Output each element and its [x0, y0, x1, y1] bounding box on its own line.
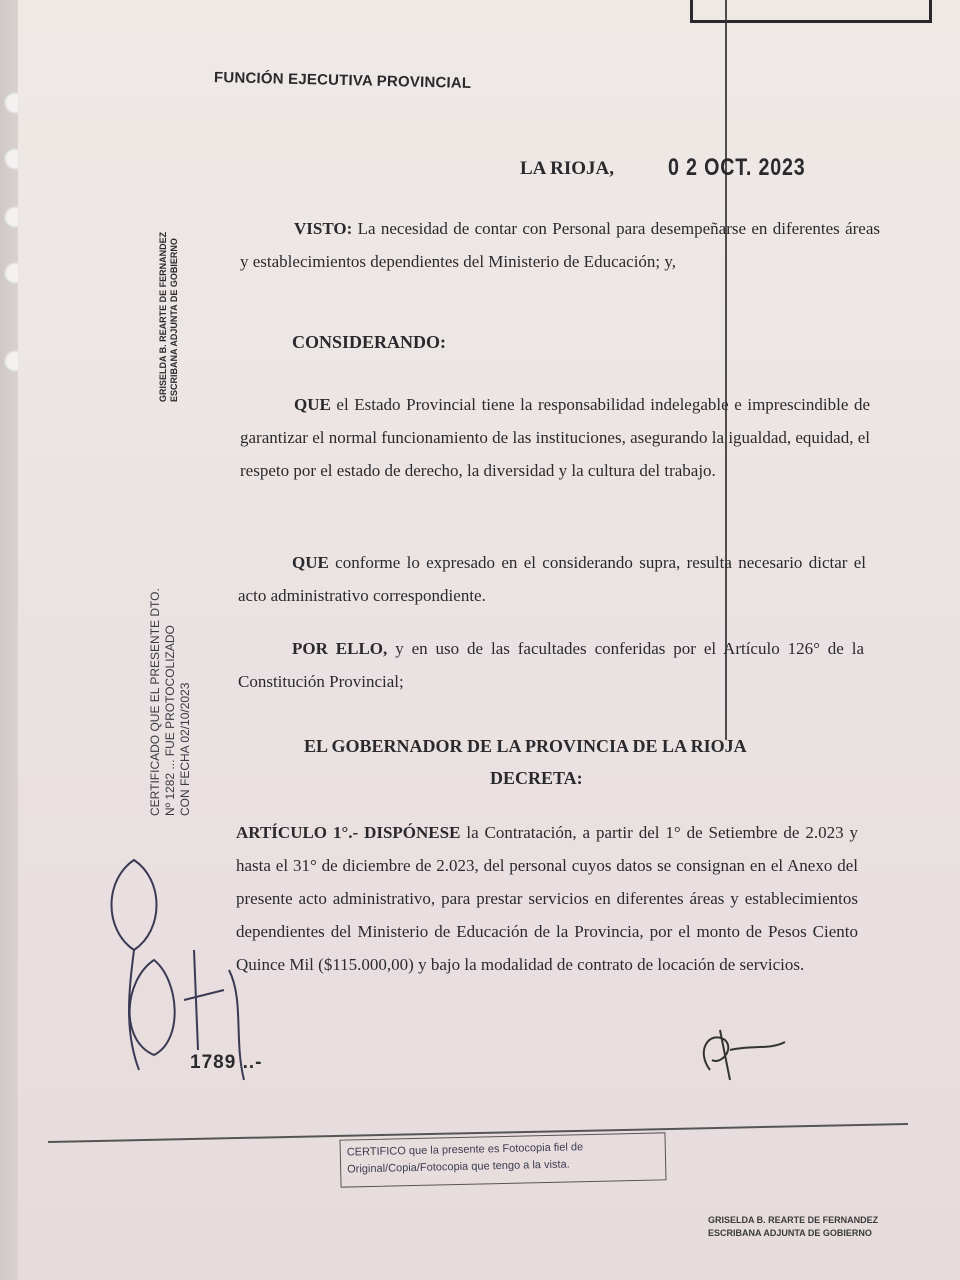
handwritten-initials-right	[690, 1020, 790, 1090]
visto-text: La necesidad de contar con Personal para desempeñarse en diferentes áreas y establecimientos dependientes del Ministerio de Educación; y,	[240, 219, 880, 271]
certification-stamp	[339, 1132, 666, 1187]
cert-line-1: CERTIFICO que la presente es Fotocopia fiel de	[346, 1141, 584, 1159]
side-cert-line-2: Nº 1282 ... FUE PROTOCOLIZADO	[163, 625, 177, 816]
dateline-place: LA RIOJA,	[520, 158, 614, 179]
side-notary-stamp	[158, 232, 180, 402]
notary-title: ESCRIBANA ADJUNTA DE GOBIERNO	[708, 1228, 872, 1238]
articulo-1-paragraph	[236, 816, 858, 981]
visto-paragraph	[240, 212, 880, 278]
por-ello-text: y en uso de las facultades conferidas por el Artículo 126° de la Constitución Provincial;	[238, 639, 865, 691]
articulo-1-lead: ARTÍCULO 1°.- DISPÓNESE	[236, 823, 461, 842]
por-ello-paragraph	[238, 632, 864, 698]
considerando-text-1: el Estado Provincial tiene la responsabilidad indelegable e imprescindible de garantizar el normal funcionamiento de las instituciones, asegurando la igualdad, equidad, el respeto por el estado de derecho, la diversidad y la cultura del trabajo.	[240, 395, 870, 480]
fold-line	[725, 0, 727, 740]
governor-heading: EL GOBERNADOR DE LA PROVINCIA DE LA RIOJA	[304, 736, 747, 756]
side-cert-line-1: CERTIFICADO QUE EL PRESENTE DTO.	[148, 588, 162, 816]
side-stamp-title: ESCRIBANA ADJUNTA DE GOBIERNO	[169, 238, 179, 402]
articulo-1-text: la Contratación, a partir del 1° de Setiembre de 2.023 y hasta el 31° de diciembre de 2.023, del personal cuyos datos se consignan en el Anexo del presente acto administrativo, para prestar servicios en diferentes áreas y establecimientos dependientes del Ministerio de Educación de la Provincia, por el monto de Pesos Ciento Quince Mil ($115.000,00) y bajo la modalidad de contrato de locación de servicios.	[236, 823, 859, 974]
notary-name: GRISELDA B. REARTE DE FERNANDEZ	[708, 1215, 879, 1225]
considerando-text-2: conforme lo expresado en el considerando supra, resulta necesario dictar el acto administrativo correspondiente.	[238, 553, 866, 605]
side-cert-line-3: CON FECHA 02/10/2023	[178, 682, 192, 816]
considerando-paragraph-2	[238, 546, 866, 612]
que-lead: QUE	[292, 553, 329, 572]
por-ello-lead: POR ELLO,	[292, 639, 388, 658]
considerando-paragraph-1	[240, 388, 870, 487]
document-page	[18, 0, 960, 1280]
side-certificate-stamp	[148, 588, 193, 816]
notary-signature-block	[708, 1214, 878, 1240]
side-stamp-name: GRISELDA B. REARTE DE FERNANDEZ	[158, 231, 168, 402]
visto-label: VISTO:	[294, 219, 353, 238]
page-number-value: 1789	[190, 1052, 237, 1073]
que-lead: QUE	[294, 395, 331, 414]
page-number-suffix: ..-	[242, 1052, 263, 1073]
page-number	[190, 1052, 262, 1074]
institution-header: FUNCIÓN EJECUTIVA PROVINCIAL	[213, 69, 472, 92]
dateline-date: 0 2 OCT. 2023	[668, 154, 806, 181]
considerando-heading: CONSIDERANDO:	[292, 332, 447, 352]
cert-line-2: Original/Copia/Fotocopia que tengo a la vista.	[347, 1158, 570, 1176]
decreta-heading: DECRETA:	[490, 768, 583, 788]
